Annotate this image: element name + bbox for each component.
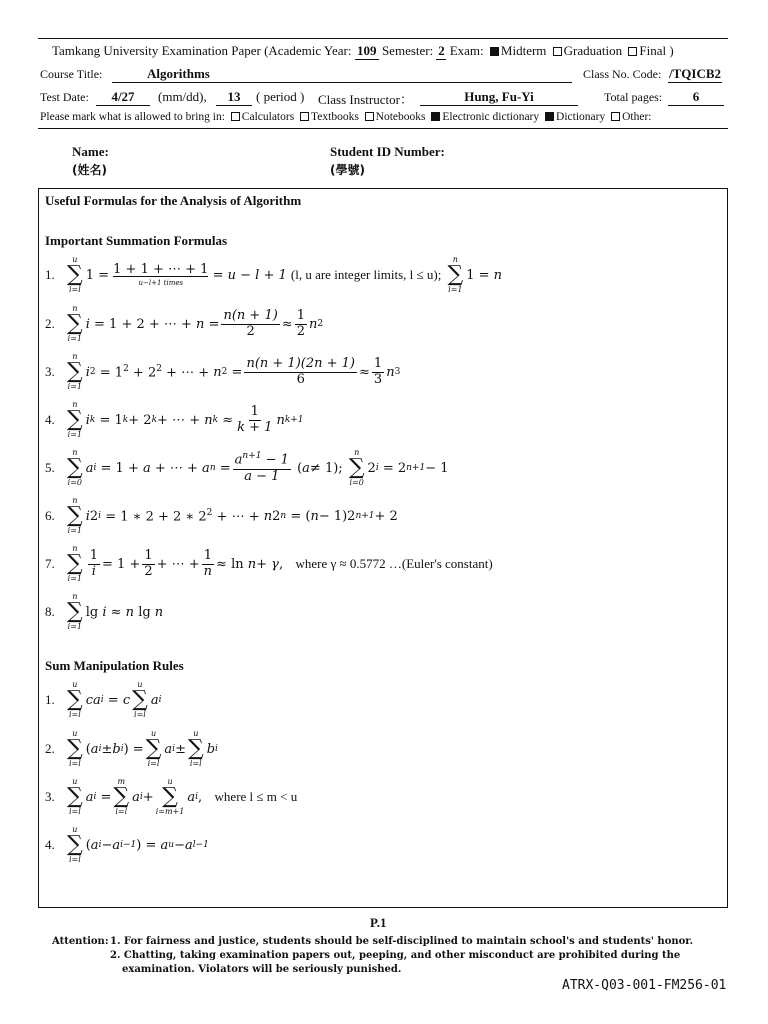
textbooks-checkbox[interactable]	[300, 112, 309, 121]
rule-2: 2. u ∑ i=l ( a i ± b i ) = u ∑ i=l a i ± u ∑ i=l b i	[45, 729, 218, 768]
formula-2: 2. n ∑ i=1 i = 1 + 2 + ⋯ + n = $\frac{n(n + 1)}{2}$ ≈ $\frac{1}{2}$ n 2	[45, 304, 324, 343]
title-prefix: Tamkang University Examination Paper (Academic Year:	[52, 43, 352, 58]
attention-label: Attention:	[52, 936, 109, 947]
student-id-label: Student ID Number:	[330, 144, 445, 159]
page-number: P.1	[370, 915, 387, 930]
formula-3: 3. n ∑ i=1 i 2 = $1^2 + 2^2$ + ⋯ + n 2 = $\frac{n(n + 1)(2n + 1)}{6}$ ≈ $\frac{1}{3}$ n 3	[45, 352, 401, 391]
top-rule	[38, 38, 728, 39]
period-label: ( period )	[256, 89, 305, 104]
formula-box-title: Useful Formulas for the Analysis of Algorithm	[45, 193, 302, 208]
formula-6: 6. n ∑ i=1 i 2 i = 1 ∗ 2 + 2 ∗ $2^2$ + ⋯ + n 2 n = ( n − 1)2 n+1 + 2	[45, 496, 398, 535]
dictionary-checkbox[interactable]	[545, 112, 554, 121]
formula-5: 5. n ∑ i=0 a i = 1 + a + ⋯ + a n = $\frac{a^{n+1} - 1}{a - 1}$ ( a ≠ 1); n ∑ i=0 2 i = 2 n+1 − 1	[45, 448, 449, 487]
midterm-checkbox[interactable]	[490, 47, 499, 56]
academic-year: 109	[355, 43, 379, 60]
name-label: Name:	[72, 144, 109, 159]
rule-3-note: where l ≤ m < u	[214, 789, 298, 804]
formula-8: 8. n ∑ i=1 lg i ≈ n lg n	[45, 592, 164, 631]
graduation-label: Graduation	[563, 43, 623, 58]
student-id-label-zh: (學號)	[330, 163, 365, 177]
total-pages-label: Total pages:	[604, 90, 663, 104]
formula-box	[38, 188, 728, 908]
form-code: ATRX-Q03-001-FM256-01	[562, 978, 727, 993]
rule-1: 1. u ∑ i=l ca i = c u ∑ i=l a i	[45, 680, 162, 719]
attention-line-2: 2. Chatting, taking examination papers out, peeping, and other misconduct are prohibited during the	[110, 950, 681, 961]
rule-3: 3. u ∑ i=l a i = m ∑ i=l a i + u ∑ i=m+1 a i , where l ≤ m < u	[45, 777, 298, 816]
final-label: Final )	[639, 43, 674, 58]
formula-1-brace-label: u−l+1 times	[138, 279, 184, 287]
electronic-dictionary-label: Electronic dictionary	[442, 111, 540, 123]
test-date-label: Test Date:	[40, 90, 89, 104]
section-sum-manipulation: Sum Manipulation Rules	[45, 658, 184, 673]
notebooks-label: Notebooks	[375, 111, 426, 123]
notebooks-checkbox[interactable]	[365, 112, 374, 121]
other-label: Other:	[622, 111, 652, 123]
date-format: (mm/dd),	[158, 89, 207, 104]
dictionary-label: Dictionary	[556, 111, 606, 123]
attention-line-1: 1. For fairness and justice, students should be self-disciplined to maintain school's and students' honor.	[110, 936, 694, 947]
header-bottom-rule	[38, 128, 728, 129]
attention-line-3: examination. Violators will be seriously punished.	[122, 964, 402, 975]
other-checkbox[interactable]	[611, 112, 620, 121]
electronic-dictionary-checkbox[interactable]	[431, 112, 440, 121]
semester-value: 2	[438, 43, 445, 58]
class-no-label: Class No. Code:	[583, 67, 662, 81]
semester-label: Semester:	[381, 43, 434, 58]
final-checkbox[interactable]	[628, 47, 637, 56]
allowed-items-line	[40, 111, 651, 123]
formula-4: 4. n ∑ i=1 i k = 1 k + 2 k + ⋯ + n k ≈ $\frac{1}{k + 1}$ n k+1	[45, 400, 304, 439]
calculators-checkbox[interactable]	[231, 112, 240, 121]
section-summation-formulas: Important Summation Formulas	[45, 233, 228, 248]
formula-7-note: where γ ≈ 0.5772 …(Euler's constant)	[295, 556, 493, 571]
calculators-label: Calculators	[241, 111, 295, 123]
midterm-label: Midterm	[500, 43, 547, 58]
textbooks-label: Textbooks	[311, 111, 359, 123]
formula-1: 1. u ∑ i=l 1 = 1 + 1 + ⋯ + 1 u−l+1 times = u − l + 1 (l, u are integer limits, l ≤ u); n ∑ i=1 1 = n	[45, 255, 503, 294]
period-value: 13	[216, 89, 252, 106]
test-date-value: 4/27	[96, 89, 150, 106]
course-title-label: Course Title:	[40, 67, 103, 81]
formula-7: 7. n ∑ i=1 $\frac{1}{i}$ = 1 + $\frac{1}{2}$ + ⋯ + $\frac{1}{n}$ ≈ ln n + γ , where γ ≈ 0.5772 …(Euler's constant)	[45, 544, 493, 583]
name-label-zh: (姓名)	[72, 163, 107, 177]
instructor-label: Class Instructor：	[318, 92, 413, 107]
rule-4: 4. u ∑ i=l ( a i − a i−1 ) = a u − a l−1	[45, 825, 209, 864]
allowed-label: Please mark what is allowed to bring in:	[40, 111, 225, 123]
exam-title-line	[52, 43, 674, 60]
total-pages-value: 6	[668, 89, 724, 106]
graduation-checkbox[interactable]	[553, 47, 562, 56]
formula-1-note: (l, u are integer limits, l ≤ u);	[290, 267, 442, 282]
instructor-value: Hung, Fu-Yi	[420, 89, 578, 106]
course-title-value: Algorithms	[112, 66, 572, 83]
exam-label: Exam:	[449, 43, 484, 58]
class-no-value: /TQICB2	[668, 66, 721, 81]
